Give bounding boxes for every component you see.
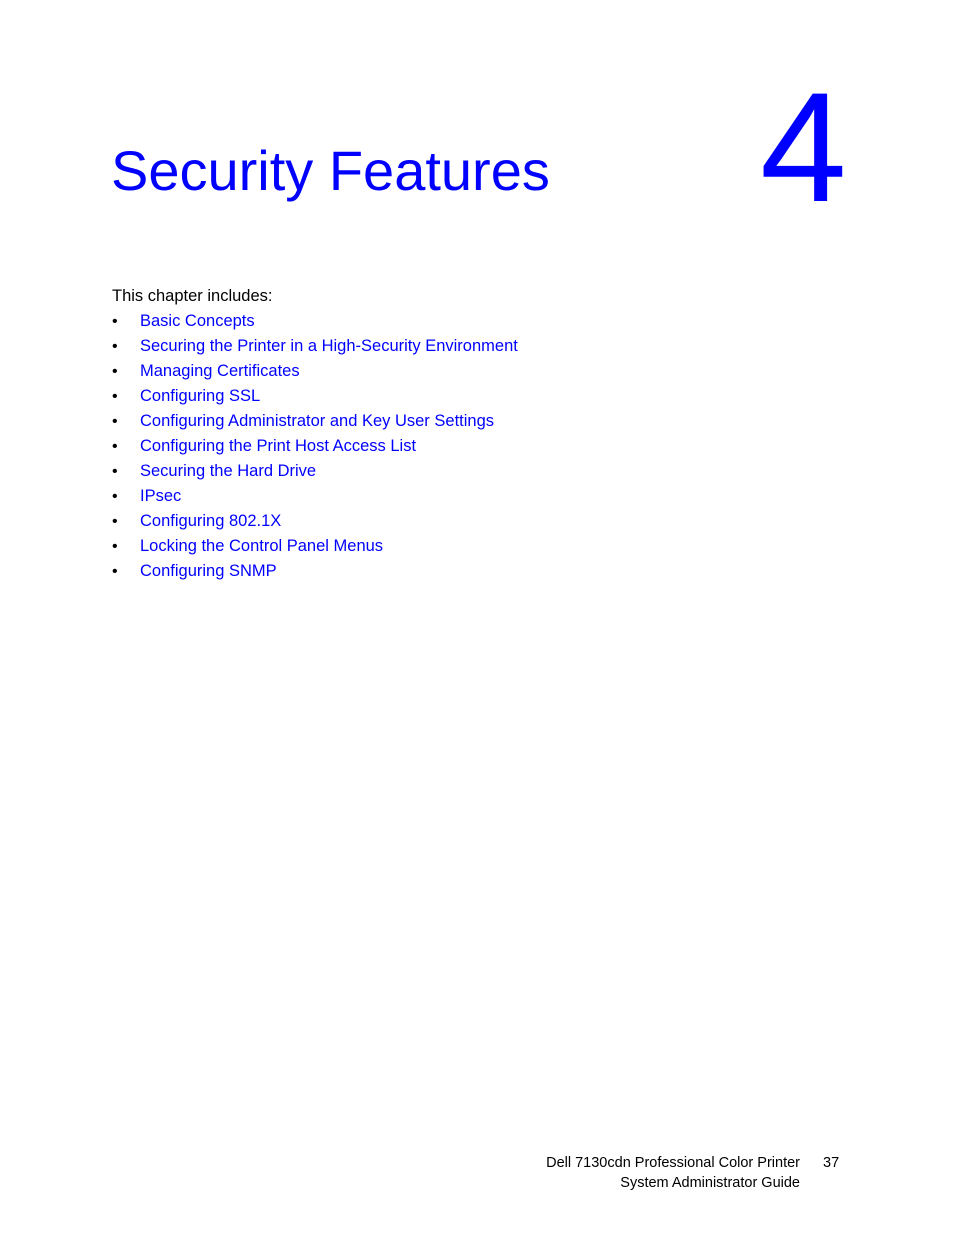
bullet-icon: • [112,513,118,530]
bullet-icon: • [112,463,118,480]
toc-link-configuring-8021x[interactable]: Configuring 802.1X [140,512,282,530]
bullet-icon: • [112,438,118,455]
bullet-icon: • [112,338,118,355]
chapter-contents-list [112,309,518,584]
bullet-icon: • [112,413,118,430]
footer-document-title [546,1154,800,1193]
toc-link-ipsec[interactable]: IPsec [140,487,182,505]
list-item [112,559,518,584]
toc-link-basic-concepts[interactable]: Basic Concepts [140,312,255,330]
page-number: 37 [823,1155,840,1171]
toc-link-configuring-ssl[interactable]: Configuring SSL [140,387,261,405]
chapter-number: 4 [760,61,847,235]
intro-text: This chapter includes: [112,287,273,305]
footer-guide-name: System Administrator Guide [620,1174,800,1191]
list-item [112,459,518,484]
toc-link-securing-hard-drive[interactable]: Securing the Hard Drive [140,462,317,480]
bullet-icon: • [112,363,118,380]
bullet-icon: • [112,563,118,580]
footer-product-name: Dell 7130cdn Professional Color Printer [546,1155,800,1171]
list-item [112,334,518,359]
bullet-icon: • [112,488,118,505]
toc-link-locking-control-panel[interactable]: Locking the Control Panel Menus [140,537,384,555]
toc-link-high-security-environment[interactable]: Securing the Printer in a High-Security Environment [140,337,518,355]
bullet-icon: • [112,538,118,555]
list-item [112,384,518,409]
toc-link-administrator-key-user[interactable]: Configuring Administrator and Key User Settings [140,412,495,430]
list-item [112,484,518,509]
list-item [112,534,518,559]
list-item [112,409,518,434]
list-item [112,309,518,334]
toc-link-managing-certificates[interactable]: Managing Certificates [140,362,300,380]
bullet-icon: • [112,388,118,405]
list-item [112,509,518,534]
toc-link-configuring-snmp[interactable]: Configuring SNMP [140,562,277,580]
bullet-icon: • [112,313,118,330]
chapter-title: Security Features [111,139,550,202]
toc-link-print-host-access-list[interactable]: Configuring the Print Host Access List [140,437,417,455]
list-item [112,359,518,384]
list-item [112,434,518,459]
